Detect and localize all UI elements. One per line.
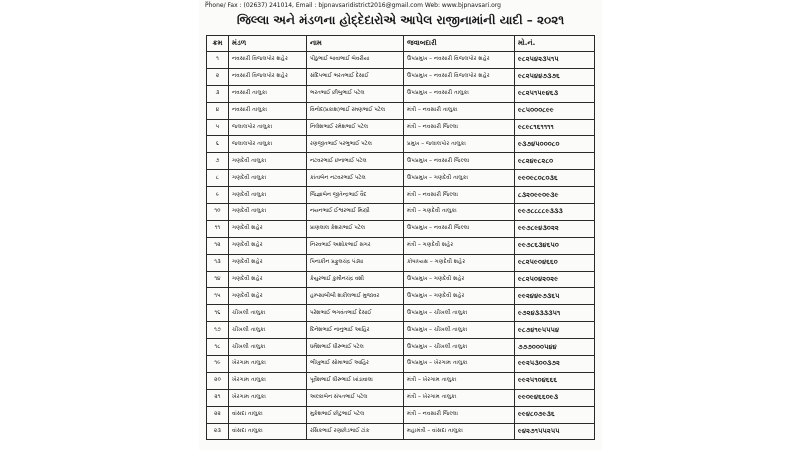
cell-name: ધર્મેશભાઈ ધીરુભાઈ પટેલ [307, 339, 404, 356]
table-row [207, 339, 595, 356]
cell-responsibility: મંત્રી – નવસારી જિલ્લા [404, 119, 515, 136]
cell-mandal: જલાલપોર તાલુકા [229, 119, 307, 136]
cell-serial: ૪ [207, 102, 229, 119]
table-row [207, 406, 595, 423]
cell-mobile: ૮૩૨૦૯૯૦૯૩૯ [515, 187, 595, 204]
cell-mobile: ૯૯૭૮૯૪૩૦૨૨ [515, 220, 595, 237]
cell-mandal: ગણદેવી શહેર [229, 220, 307, 237]
cell-name: નયનભાઈ ઈશ્વરભાઈ મિસ્ત્રી [307, 204, 404, 221]
cell-mandal: ખેરગામ તાલુકા [229, 389, 307, 406]
cell-mobile: ૯૭૨૪૩૩૩૩૫૧ [515, 305, 595, 322]
cell-responsibility: મંત્રી – નવસારી જિલ્લા [404, 187, 515, 204]
cell-name: નિરવભાઈ અશોકભાઈ સગર [307, 237, 404, 254]
cell-mandal: ગણદેવી શહેર [229, 237, 307, 254]
cell-name: ભીખુભાઈ સોમાભાઈ આહિર [307, 356, 404, 373]
cell-serial: ૫ [207, 119, 229, 136]
cell-mandal: ગણદેવી તાલુકા [229, 204, 307, 221]
cell-responsibility: ઉપપ્રમુખ – ગણદેવી તાલુકા [404, 170, 515, 187]
resignation-list-table [206, 35, 595, 440]
letterhead-partial-line: ... [205, 0, 211, 4]
table-row [207, 305, 595, 322]
cell-serial: ૮ [207, 170, 229, 187]
cell-responsibility: પ્રમુખ – જલાલપોર તાલુકા [404, 136, 515, 153]
cell-name: મુકેશભાઈ છોટુભાઈ પટેલ [307, 406, 404, 423]
cell-mandal: નવસારી વિજલપોર શહેર [229, 68, 307, 85]
cell-mandal: નવસારી તાલુકા [229, 85, 307, 102]
cell-serial: ૧૫ [207, 288, 229, 305]
table-row [207, 204, 595, 221]
column-header-responsibility: જવાબદારી [404, 36, 515, 52]
column-header-mandal: મંડળ [229, 36, 307, 52]
table-row [207, 220, 595, 237]
cell-mandal: ચીખલી તાલુકા [229, 322, 307, 339]
cell-mobile: ૯૮૨૫૦૪૨૦૨૯ [515, 271, 595, 288]
cell-serial: ૬ [207, 136, 229, 153]
cell-mandal: નવસારી વિજલપોર શહેર [229, 52, 307, 69]
column-header-mobile: મો.નં. [515, 36, 595, 52]
cell-mobile: ૯૮૨૫૪૨૩૫૧૫ [515, 52, 595, 69]
cell-mobile: ૯૮૨૫૧૫૯૪૬૩ [515, 85, 595, 102]
cell-responsibility: ઉપપ્રમુખ – નવસારી જિલ્લા [404, 153, 515, 170]
cell-serial: ૧૪ [207, 271, 229, 288]
cell-name: અલ્કાબેન સંપતભાઈ પટેલ [307, 389, 404, 406]
cell-responsibility: મંત્રી – નવસારી જિલ્લા [404, 406, 515, 423]
cell-mandal: વાંસદા તાલુકા [229, 406, 307, 423]
cell-name: પિનાકીન પ્રફુલચંદ્ર પંડ્યા [307, 254, 404, 271]
cell-name: પરેશભાઈ ભગવંતભાઈ દેસાઈ [307, 305, 404, 322]
cell-mobile: ૯૮૨૫૪૪૭૩૭૬ [515, 68, 595, 85]
cell-mandal: ગણદેવી તાલુકા [229, 187, 307, 204]
table-row [207, 271, 595, 288]
cell-serial: ૧ [207, 52, 229, 69]
letterhead-contact-line: Phone/ Fax : (02637) 241014, Email : bjpnavsaridistrict2016@gmail.com Web: www.bjpnavsari.org [205, 2, 501, 9]
table-row [207, 237, 595, 254]
cell-name: પૂર્વેશભાઈ ધીરુભાઈ ખાંડાવાલા [307, 372, 404, 389]
cell-name: રણજીતભાઈ પરભુભાઈ પટેલ [307, 136, 404, 153]
table-row [207, 389, 595, 406]
cell-responsibility: મહામંત્રી – વાંસદા તાલુકા [404, 423, 515, 440]
column-header-serial: ક્રમ [207, 36, 229, 52]
cell-responsibility: ઉપપ્રમુખ – ખેરગામ તાલુકા [404, 356, 515, 373]
cell-mobile: ૯૯૨૫૩૦૦૩૭૨ [515, 356, 595, 373]
cell-mandal: ચીખલી તાલુકા [229, 305, 307, 322]
cell-responsibility: ઉપપ્રમુખ – નવસારી વિજલપોર શહેર [404, 68, 515, 85]
cell-responsibility: ઉપપ્રમુખ – ગણદેવી શહેર [404, 271, 515, 288]
cell-mobile: ૯૩૭૪૫૦૦૦૮૦ [515, 136, 595, 153]
cell-name: પીઠુભાઈ બાવાભાઈ બેવરીયા [307, 52, 404, 69]
table-body [207, 52, 595, 440]
table-row [207, 288, 595, 305]
cell-mobile: ૯૮૭૪૧૯૫૫૫૪ [515, 322, 595, 339]
table-row [207, 153, 595, 170]
cell-mobile: ૯૪૨૭૧૫૫૨૫૫ [515, 423, 595, 440]
table-row [207, 85, 595, 102]
cell-name: નટવરભાઈ છનાભાઈ પટેલ [307, 153, 404, 170]
cell-name: સંદિપભાઈ ભરતભાઈ દેસાઈ [307, 68, 404, 85]
cell-responsibility: ઉપપ્રમુખ – ચીખલી તાલુકા [404, 305, 515, 322]
cell-name: પ્રાણલાલ કેશરાભાઈ પટેલ [307, 220, 404, 237]
cell-responsibility: ઉપપ્રમુખ – ચીખલી તાલુકા [404, 339, 515, 356]
table-row [207, 187, 595, 204]
cell-mobile: ૯૮૫૦૦૦૮૯૯ [515, 102, 595, 119]
cell-name: કેયુરભાઈ કુમીનચંદ્ર વશી [307, 271, 404, 288]
table-row [207, 102, 595, 119]
cell-serial: ૧૩ [207, 254, 229, 271]
table-row [207, 356, 595, 373]
cell-serial: ૨૨ [207, 406, 229, 423]
cell-serial: ૧૮ [207, 339, 229, 356]
column-header-name: નામ [307, 36, 404, 52]
cell-responsibility: ઉપપ્રમુખ – ગણદેવી શહેર [404, 288, 515, 305]
cell-serial: ૧૯ [207, 356, 229, 373]
cell-serial: ૨૧ [207, 389, 229, 406]
cell-responsibility: કોષાધ્યક્ષ – ગણદેવી શહેર [404, 254, 515, 271]
cell-name: કાંતાબેન નટવરભાઈ પટેલ [307, 170, 404, 187]
cell-serial: ૧૭ [207, 322, 229, 339]
table-row [207, 68, 595, 85]
cell-mandal: ખેરગામ તાલુકા [229, 372, 307, 389]
table-row [207, 136, 595, 153]
cell-serial: ૧૨ [207, 237, 229, 254]
cell-mandal: નવસારી તાલુકા [229, 102, 307, 119]
cell-mobile: ૯૯૪૮૦૭૯૩૬ [515, 406, 595, 423]
cell-mandal: ગણદેવી તાલુકા [229, 153, 307, 170]
document-page [199, 0, 602, 450]
cell-serial: ૨૩ [207, 423, 229, 440]
cell-serial: ૩ [207, 85, 229, 102]
cell-responsibility: મંત્રી – ખેરગામ તાલુકા [404, 389, 515, 406]
cell-mandal: ગણદેવી શહેર [229, 271, 307, 288]
table-row [207, 52, 595, 69]
cell-mobile: ૯૯૦૯૪૬૬૦૯૩ [515, 389, 595, 406]
cell-name: જિજ્ઞાબેન જીતેન્દ્રભાઈ વૈદ [307, 187, 404, 204]
cell-responsibility: ઉપપ્રમુખ – નવસારી જિલ્લા [404, 220, 515, 237]
cell-mandal: જલાલપોર તાલુકા [229, 136, 307, 153]
cell-mobile: ૭૭૭૦૦૦૫૪૪ [515, 339, 595, 356]
table-row [207, 423, 595, 440]
cell-responsibility: મંત્રી – ખેરગામ તાલુકા [404, 372, 515, 389]
cell-name: રસિકભાઈ રણછોડભાઈ ટાંક [307, 423, 404, 440]
cell-serial: ૨૦ [207, 372, 229, 389]
cell-responsibility: ઉપપ્રમુખ – નવસારી વિજલપોર શહેર [404, 52, 515, 69]
cell-mandal: ગણદેવી શહેર [229, 254, 307, 271]
cell-mobile: ૯૮૯૮૧૬૧૧૧૧ [515, 119, 595, 136]
cell-mandal: વાંસદા તાલુકા [229, 423, 307, 440]
cell-responsibility: ઉપપ્રમુખ – નવસારી તાલુકા [404, 85, 515, 102]
cell-mandal: ગણદેવી શહેર [229, 288, 307, 305]
cell-responsibility: મંત્રી – ગણદેવી તાલુકા [404, 204, 515, 221]
cell-name: ભરતભાઈ છીબુભાઈ પટેલ [307, 85, 404, 102]
cell-responsibility: ઉપપ્રમુખ – ચીખલી તાલુકા [404, 322, 515, 339]
cell-responsibility: મંત્રી – ગણદેવી શહેર [404, 237, 515, 254]
cell-serial: ૧૬ [207, 305, 229, 322]
cell-mobile: ૯૯૨૪૪૯૭૩૬૫ [515, 288, 595, 305]
cell-serial: ૧૦ [207, 204, 229, 221]
cell-name: હમ્પ્સાબીબી શકીલભાઈ મુજાવર [307, 288, 404, 305]
table-row [207, 254, 595, 271]
cell-mobile: ૯૯૨૫૧૦૪૬૬૬ [515, 372, 595, 389]
cell-mandal: ચીખલી તાલુકા [229, 339, 307, 356]
cell-serial: ૨ [207, 68, 229, 85]
cell-name: નિલેશભાઈ રમેશભાઈ પટેલ [307, 119, 404, 136]
cell-mobile: ૯૮૨૪૯૮૨૮૦ [515, 153, 595, 170]
document-title: જિલ્લા અને મંડળના હોદ્દેદારોએ આપેલ રાજીનામાંની યાદી – ૨૦૨૧ [236, 13, 565, 27]
table-row [207, 170, 595, 187]
cell-serial: ૯ [207, 187, 229, 204]
cell-mobile: ૯૯૭૮૮૮૮૯૩૩૩ [515, 204, 595, 221]
cell-name: દિનેશભાઈ નાનુભાઈ આહિર [307, 322, 404, 339]
cell-serial: ૭ [207, 153, 229, 170]
table-header-row [207, 36, 595, 52]
table-row [207, 322, 595, 339]
cell-serial: ૧૧ [207, 220, 229, 237]
cell-mobile: ૯૯૦૯૮૦૮૦૩૬ [515, 170, 595, 187]
cell-mobile: ૯૯૭૮૬૩૪૬૫૦ [515, 237, 595, 254]
cell-mandal: ખેરગામ તાલુકા [229, 356, 307, 373]
cell-name: વિનોદ(પ્રકાશ)ભાઈ રમણભાઈ પટેલ [307, 102, 404, 119]
table-row [207, 372, 595, 389]
table-row [207, 119, 595, 136]
cell-responsibility: મંત્રી – નવસારી તાલુકા [404, 102, 515, 119]
cell-mobile: ૯૮૨૫૯૦૪૬૬૦ [515, 254, 595, 271]
cell-mandal: ગણદેવી તાલુકા [229, 170, 307, 187]
